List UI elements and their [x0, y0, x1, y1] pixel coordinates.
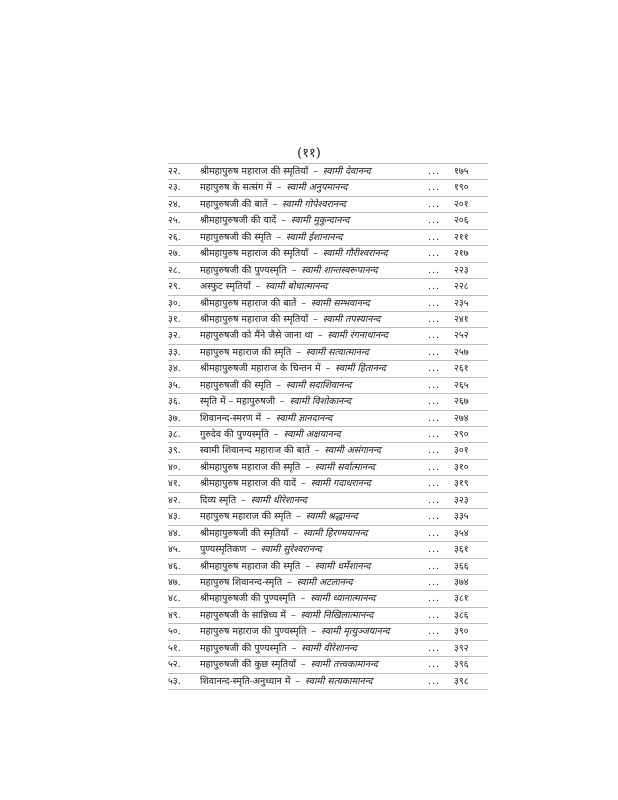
- entry-author: स्वामी निखिलात्मानन्द: [300, 609, 374, 621]
- entry-author: स्वामी सत्यात्मानन्द: [305, 346, 369, 358]
- entry-number: ५१.: [168, 642, 181, 654]
- entry-page-number: २२३: [454, 264, 469, 276]
- toc-entry: [168, 197, 488, 213]
- entry-number: ५२.: [168, 659, 181, 671]
- dot-leader: ...: [428, 166, 440, 177]
- dot-leader: ...: [428, 330, 440, 342]
- entry-number: ३३.: [168, 346, 181, 358]
- entry-title-text: श्रीमहापुरुषजी की पुण्यस्मृति: [200, 593, 296, 605]
- entry-title-text: श्रीमहापुरुषजी की स्मृतियाँ: [200, 527, 289, 539]
- entry-separator: –: [272, 198, 278, 210]
- entry-separator: –: [305, 560, 310, 572]
- dot-leader: ...: [428, 675, 440, 687]
- entry-title-text: श्रीमहापुरुषजी महाराज के चिन्तन में: [200, 363, 321, 375]
- table-of-contents: [168, 163, 488, 690]
- entry-page-number: ३९६: [454, 659, 469, 671]
- dot-leader: ...: [428, 609, 440, 621]
- entry-author: स्वामी धीरेशानन्द: [250, 494, 307, 506]
- entry-title: [200, 641, 428, 656]
- dot-leader: ...: [428, 182, 440, 194]
- entry-separator: –: [251, 544, 256, 556]
- dot-leader: ...: [428, 560, 440, 572]
- dot-leader: ...: [428, 527, 440, 539]
- entry-title-text: दिव्य स्मृति: [200, 494, 237, 506]
- toc-entry: [168, 624, 488, 640]
- entry-separator: –: [313, 166, 318, 177]
- entry-title-text: श्रीमहापुरुष महाराज की स्मृतियाँ: [200, 248, 309, 260]
- entry-page-number: २११: [454, 231, 469, 243]
- entry-page-number: ३९०: [454, 626, 469, 638]
- entry-separator: –: [255, 281, 261, 293]
- dot-leader: ...: [428, 281, 440, 293]
- entry-title-text: पुण्यस्मृतिकण: [200, 544, 247, 556]
- entry-author: स्वामी श्रद्धानन्द: [305, 511, 358, 523]
- entry-title: [200, 509, 428, 524]
- entry-page-number: ३६१: [454, 544, 469, 556]
- entry-page-number: २०६: [454, 215, 469, 227]
- entry-page-number: २९०: [454, 429, 469, 440]
- entry-number: ३४.: [168, 363, 181, 375]
- entry-title: [200, 624, 428, 639]
- entry-author: स्वामी मृत्युञ्जयानन्द: [321, 626, 390, 638]
- entry-author: स्वामी शान्तस्वरूपानन्द: [301, 264, 378, 276]
- entry-page-number: २२८: [454, 281, 469, 293]
- entry-separator: –: [293, 527, 298, 539]
- entry-page-number: ३२३: [454, 494, 469, 506]
- entry-title: [200, 246, 428, 261]
- entry-number: ४९.: [168, 609, 181, 621]
- entry-title-text: महापुरुष महाराज की पुण्यस्मृति: [200, 626, 307, 638]
- entry-separator: –: [280, 396, 285, 408]
- entry-title-text: महापुरुष महाराज की स्मृति: [200, 511, 292, 523]
- entry-title: [200, 296, 428, 311]
- entry-separator: –: [287, 576, 292, 588]
- entry-author: स्वामी सदाशिवानन्द: [286, 379, 352, 391]
- entry-separator: –: [290, 609, 296, 621]
- entry-number: ३७.: [168, 412, 181, 424]
- entry-number: २८.: [168, 264, 181, 276]
- dot-leader: ...: [428, 297, 440, 309]
- entry-author: स्वामी गदाधरानन्द: [310, 478, 371, 490]
- entry-author: स्वामी सम्भवानन्द: [311, 297, 370, 309]
- entry-title: [200, 180, 428, 195]
- toc-entry: [168, 296, 488, 312]
- entry-page-number: ३८१: [454, 593, 469, 605]
- dot-leader: ...: [428, 215, 440, 227]
- entry-title-text: महापुरुष शिवानन्द-स्मृति: [200, 576, 283, 588]
- entry-separator: –: [291, 642, 297, 654]
- entry-number: २३.: [168, 182, 181, 194]
- toc-entry: [168, 575, 488, 591]
- entry-title: [200, 526, 428, 541]
- entry-title: [200, 608, 428, 623]
- toc-entry: [168, 163, 488, 180]
- entry-title-text: श्रीमहापुरुष महाराज की स्मृतियाँ: [200, 313, 309, 325]
- toc-entry: [168, 542, 488, 558]
- entry-separator: –: [300, 659, 306, 671]
- entry-title-text: स्मृति में – महापुरुषजी: [200, 396, 276, 408]
- entry-page-number: २५२: [454, 330, 469, 342]
- dot-leader: ...: [428, 576, 440, 588]
- entry-author: स्वामी हितानन्द: [335, 363, 386, 375]
- entry-title-text: महापुरुषजी की स्मृति: [200, 379, 272, 391]
- toc-entry: [168, 674, 488, 690]
- entry-author: स्वामी गौरीश्वरानन्द: [322, 248, 388, 260]
- entry-number: ५०.: [168, 626, 181, 638]
- entry-number: २७.: [168, 248, 181, 260]
- entry-title: [200, 460, 428, 475]
- dot-leader: ...: [428, 494, 440, 506]
- dot-leader: ...: [428, 511, 440, 523]
- entry-title: [200, 213, 428, 228]
- entry-number: ४१.: [168, 478, 181, 490]
- entry-page-number: ३१०: [454, 461, 469, 473]
- entry-title: [200, 411, 428, 426]
- entry-title-text: स्वामी शिवानन्द महाराज की बातें: [200, 445, 310, 457]
- entry-title: [200, 378, 428, 393]
- entry-title-text: महापुरुषजी को मैंने जैसे जाना था: [200, 330, 313, 342]
- entry-number: ३९.: [168, 445, 181, 457]
- entry-number: ३८.: [168, 429, 181, 440]
- dot-leader: ...: [428, 264, 440, 276]
- entry-separator: –: [291, 264, 297, 276]
- entry-separator: –: [281, 215, 286, 227]
- entry-author: स्वामी धर्मेशानन्द: [314, 560, 371, 572]
- entry-title: [200, 443, 428, 458]
- entry-author: स्वामी तत्त्वकामानन्द: [310, 659, 378, 671]
- toc-entry: [168, 641, 488, 657]
- entry-number: ४७.: [168, 576, 181, 588]
- entry-title-text: अस्फुट स्मृतियाँ: [200, 281, 251, 293]
- dot-leader: ...: [428, 659, 440, 671]
- dot-leader: ...: [428, 412, 440, 424]
- entry-author: स्वामी विशोकानन्द: [289, 396, 352, 408]
- entry-number: ३५.: [168, 379, 181, 391]
- entry-title-text: महापुरुष के सत्संग में: [200, 182, 272, 194]
- dot-leader: ...: [428, 363, 440, 375]
- entry-page-number: २६७: [454, 396, 469, 408]
- entry-title-text: महापुरुषजी की पुण्यस्मृति: [200, 264, 287, 276]
- entry-number: ३१.: [168, 313, 181, 325]
- entry-separator: –: [317, 330, 323, 342]
- entry-title-text: श्रीमहापुरुष महाराज की स्मृति: [200, 560, 301, 572]
- toc-entry: [168, 460, 488, 476]
- entry-title: [200, 312, 428, 327]
- toc-entry: [168, 509, 488, 525]
- entry-title: [200, 328, 428, 343]
- entry-title: [200, 542, 428, 557]
- entry-page-number: २४१: [454, 313, 469, 325]
- entry-page-number: ३१९: [454, 478, 469, 490]
- entry-author: स्वामी तपस्यानन्द: [322, 313, 381, 325]
- entry-title: [200, 394, 428, 409]
- entry-separator: –: [276, 182, 282, 194]
- toc-entry: [168, 328, 488, 344]
- entry-author: स्वामी अक्षयानन्द: [283, 429, 341, 440]
- toc-entry: [168, 213, 488, 229]
- entry-number: २२.: [168, 166, 181, 177]
- entry-number: ३०.: [168, 297, 181, 309]
- entry-title: [200, 197, 428, 212]
- entry-number: ४६.: [168, 560, 181, 572]
- entry-page-number: ३९८: [454, 675, 469, 687]
- entry-page-number: १७५: [454, 166, 469, 177]
- entry-separator: –: [276, 379, 282, 391]
- entry-author: स्वामी वीरेशानन्द: [301, 642, 357, 654]
- entry-page-number: २६५: [454, 379, 469, 391]
- entry-number: ३६.: [168, 396, 181, 408]
- dot-leader: ...: [428, 429, 440, 440]
- entry-separator: –: [300, 593, 306, 605]
- entry-author: स्वामी रंगनाथानन्द: [327, 330, 389, 342]
- entry-separator: –: [305, 461, 310, 473]
- entry-number: ४०.: [168, 461, 181, 473]
- entry-separator: –: [266, 412, 271, 424]
- toc-entry: [168, 591, 488, 607]
- entry-title-text: शिवानन्द-स्मृति-अनुध्यान में: [200, 675, 291, 687]
- entry-author: स्वामी बोधात्मानन्द: [265, 281, 328, 293]
- toc-entry: [168, 345, 488, 361]
- entry-title: [200, 559, 428, 574]
- toc-entry: [168, 180, 488, 196]
- entry-number: २९.: [168, 281, 181, 293]
- entry-author: स्वामी ज्ञानदानन्द: [275, 412, 333, 424]
- entry-author: स्वामी अनुपमानन्द: [286, 182, 348, 194]
- entry-page-number: १९०: [454, 182, 469, 194]
- entry-number: ४५.: [168, 544, 181, 556]
- entry-separator: –: [273, 429, 279, 440]
- entry-author: स्वामी गोपेश्वरानन्द: [282, 198, 346, 210]
- page-number: (११): [297, 146, 321, 161]
- entry-title: [200, 230, 428, 245]
- entry-separator: –: [325, 363, 331, 375]
- entry-title-text: श्रीमहापुरुष महाराज की स्मृति: [200, 461, 301, 473]
- entry-title-text: महापुरुषजी की पुण्यस्मृति: [200, 642, 287, 654]
- entry-title-text: महापुरुषजी की कुछ स्मृतियाँ: [200, 659, 296, 671]
- entry-separator: –: [313, 313, 318, 325]
- toc-entry: [168, 361, 488, 377]
- entry-separator: –: [314, 445, 320, 457]
- dot-leader: ...: [428, 445, 440, 457]
- entry-title: [200, 657, 428, 672]
- entry-title-text: श्रीमहापुरुष महाराज की यादें: [200, 478, 297, 490]
- dot-leader: ...: [428, 248, 440, 260]
- entry-page-number: ३८६: [454, 609, 469, 621]
- toc-entry: [168, 559, 488, 575]
- entry-author: स्वामी असंगानन्द: [324, 445, 381, 457]
- entry-author: स्वामी देवानन्द: [322, 166, 371, 177]
- entry-title: [200, 575, 428, 590]
- entry-author: स्वामी मुकुन्दानन्द: [290, 215, 350, 227]
- entry-number: ५३.: [168, 675, 181, 687]
- entry-number: ४२.: [168, 494, 181, 506]
- dot-leader: ...: [428, 231, 440, 243]
- toc-entry: [168, 246, 488, 262]
- toc-entry: [168, 427, 488, 443]
- toc-entry: [168, 312, 488, 328]
- entry-number: २६.: [168, 231, 181, 243]
- toc-entry: [168, 443, 488, 459]
- toc-entry: [168, 526, 488, 542]
- entry-number: २५.: [168, 215, 181, 227]
- entry-title-text: गुरुदेव की पुण्यस्मृति: [200, 429, 269, 440]
- entry-page-number: २०१: [454, 198, 469, 210]
- entry-number: ४४.: [168, 527, 181, 539]
- toc-entry: [168, 394, 488, 410]
- entry-page-number: ३०१: [454, 445, 469, 457]
- entry-author: स्वामी सर्वात्मानन्द: [314, 461, 375, 473]
- dot-leader: ...: [428, 396, 440, 408]
- entry-title: [200, 164, 428, 179]
- entry-title: [200, 476, 428, 491]
- dot-leader: ...: [428, 593, 440, 605]
- entry-page-number: ३९२: [454, 642, 469, 654]
- entry-title: [200, 263, 428, 278]
- entry-number: ३२.: [168, 330, 181, 342]
- entry-title-text: शिवानन्द-स्मरण में: [200, 412, 262, 424]
- entry-page-number: २५७: [454, 346, 469, 358]
- entry-page-number: २३५: [454, 297, 469, 309]
- entry-title: [200, 493, 428, 508]
- entry-separator: –: [301, 297, 307, 309]
- entry-page-number: २७४: [454, 412, 469, 424]
- entry-title: [200, 427, 428, 442]
- toc-entry: [168, 608, 488, 624]
- entry-title: [200, 361, 428, 376]
- dot-leader: ...: [428, 478, 440, 490]
- entry-separator: –: [295, 675, 301, 687]
- dot-leader: ...: [428, 313, 440, 325]
- entry-author: स्वामी हिरण्मयानन्द: [302, 527, 368, 539]
- entry-separator: –: [296, 346, 301, 358]
- entry-page-number: २६१: [454, 363, 469, 375]
- entry-page-number: ३५४: [454, 527, 469, 539]
- toc-entry: [168, 411, 488, 427]
- entry-title: [200, 279, 428, 294]
- entry-author: स्वामी सत्यकामानन्द: [305, 675, 373, 687]
- dot-leader: ...: [428, 379, 440, 391]
- entry-author: स्वामी ईशानानन्द: [286, 231, 343, 243]
- entry-page-number: ३६६: [454, 560, 469, 572]
- entry-number: ४३.: [168, 511, 181, 523]
- entry-title-text: महापुरुष महाराज की स्मृति: [200, 346, 292, 358]
- entry-separator: –: [301, 478, 306, 490]
- toc-entry: [168, 263, 488, 279]
- entry-page-number: ३७४: [454, 576, 469, 588]
- entry-number: २४.: [168, 198, 181, 210]
- entry-title: [200, 345, 428, 360]
- entry-page-number: ३३५: [454, 511, 469, 523]
- entry-title: [200, 674, 428, 689]
- dot-leader: ...: [428, 642, 440, 654]
- toc-entry: [168, 279, 488, 295]
- entry-title-text: महापुरुषजी के सान्निध्य में: [200, 609, 286, 621]
- dot-leader: ...: [428, 626, 440, 638]
- dot-leader: ...: [428, 198, 440, 210]
- entry-title-text: श्रीमहापुरुषजी की यादें: [200, 215, 277, 227]
- entry-separator: –: [311, 626, 317, 638]
- toc-entry: [168, 657, 488, 673]
- entry-title: [200, 591, 428, 606]
- entry-title-text: महापुरुषजी की स्मृति: [200, 231, 272, 243]
- entry-separator: –: [276, 231, 282, 243]
- entry-number: ४८.: [168, 593, 181, 605]
- dot-leader: ...: [428, 346, 440, 358]
- dot-leader: ...: [428, 461, 440, 473]
- entry-author: स्वामी ध्यानात्मानन्द: [310, 593, 376, 605]
- entry-separator: –: [241, 494, 246, 506]
- entry-title-text: श्रीमहापुरुष महाराज की बातें: [200, 297, 297, 309]
- entry-author: स्वामी सुरेश्वरानन्द: [260, 544, 322, 556]
- toc-entry: [168, 378, 488, 394]
- entry-page-number: २१७: [454, 248, 469, 260]
- entry-title-text: श्रीमहापुरुष महाराज की स्मृतियाँ: [200, 166, 309, 177]
- toc-entry: [168, 493, 488, 509]
- entry-author: स्वामी अटलानन्द: [296, 576, 353, 588]
- toc-entry: [168, 230, 488, 246]
- toc-entry: [168, 476, 488, 492]
- dot-leader: ...: [428, 544, 440, 556]
- entry-separator: –: [313, 248, 318, 260]
- entry-title-text: महापुरुषजी की बातें: [200, 198, 268, 210]
- entry-separator: –: [296, 511, 301, 523]
